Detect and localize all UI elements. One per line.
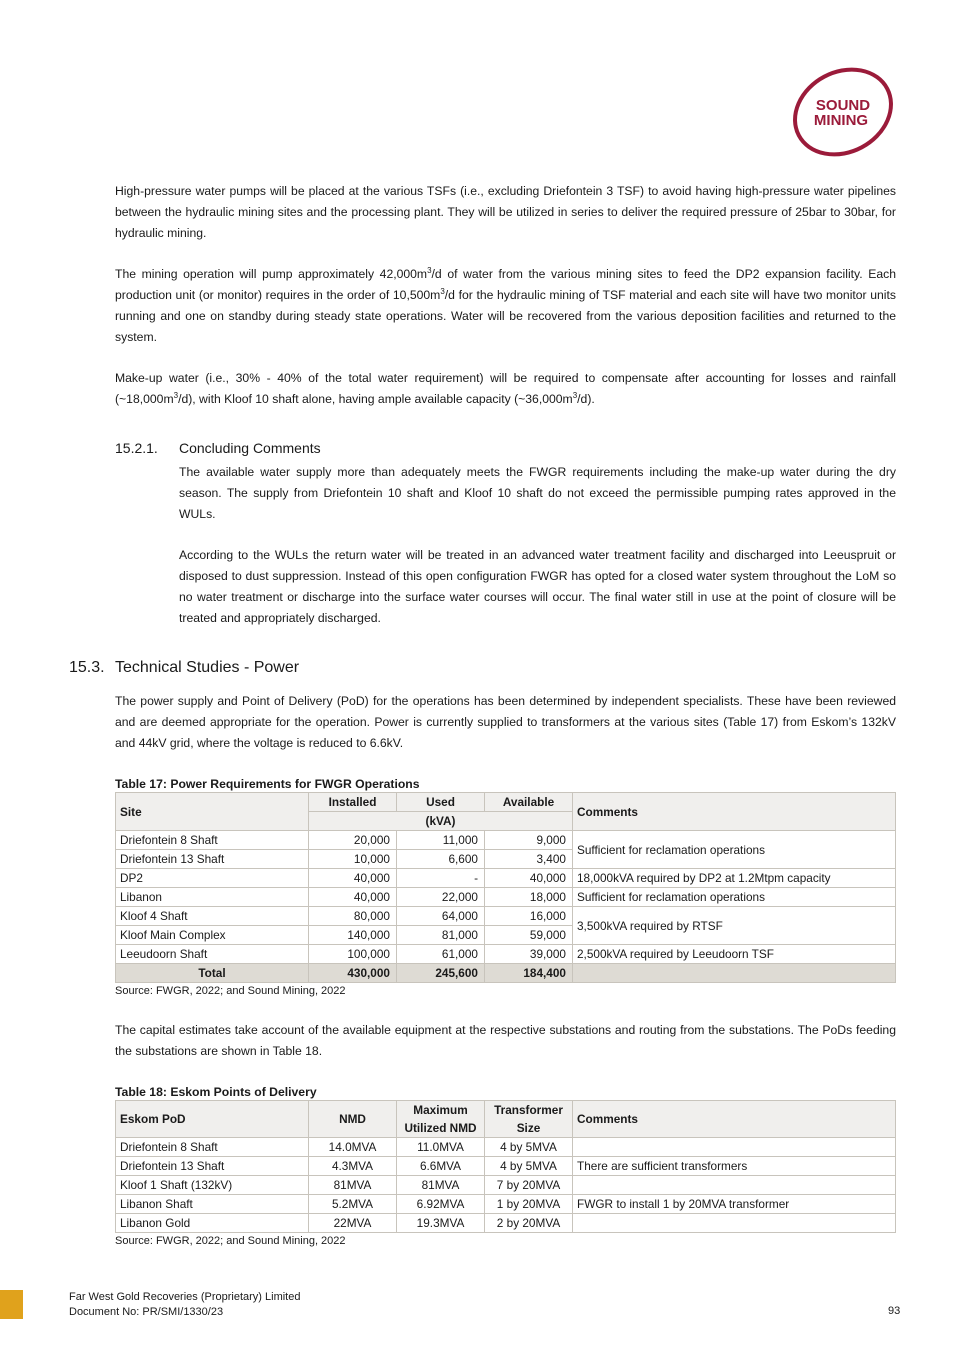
subsection-title: Concluding Comments	[179, 440, 321, 456]
cell-comment	[573, 1176, 896, 1195]
footer	[69, 1290, 300, 1320]
paragraph-water-pumps: High-pressure water pumps will be placed at the various TSFs (i.e., excluding Driefontein 3 TSF) to avoid having high-pressure water pipelines between the hydraulic mining sites and the processing plant. They will be utilized in series to deliver the required pressure of 25bar to 30bar, for hydraulic mining.	[115, 184, 896, 240]
cell-site: DP2	[116, 869, 309, 888]
cell-available: 18,000	[485, 888, 573, 907]
cell-total-available: 184,400	[485, 964, 573, 983]
subsection-heading-15-2-1	[115, 440, 896, 456]
paragraph-capital-estimates: The capital estimates take account of the available equipment at the respective substations and routing from the substations. The PoDs feeding the substations are shown in Table 18.	[115, 1023, 896, 1058]
cell-installed: 100,000	[309, 945, 397, 964]
header-installed: Installed	[309, 793, 397, 812]
cell-used: 11,000	[397, 831, 485, 850]
cell-max-utilized: 6.92MVA	[397, 1195, 485, 1214]
cell-max-utilized: 19.3MVA	[397, 1214, 485, 1233]
header-site: Site	[116, 793, 309, 831]
paragraph-make-up-water: Make-up water (i.e., 30% - 40% of the total water requirement) will be required to compensate after accounting for losses and rainfall $(\sim 18,000m^3/d)$, with Kloof 10 shaft alone, having ample available capacity $(\sim 36,000m^3/d)$.	[115, 371, 896, 406]
header-used: Used	[397, 793, 485, 812]
cell-comment: 18,000kVA required by DP2 at 1.2Mtpm capacity	[573, 869, 896, 888]
table-18-caption: Table 18: Eskom Points of Delivery	[115, 1085, 317, 1099]
cell-used: 22,000	[397, 888, 485, 907]
cell-available: 16,000	[485, 907, 573, 926]
table-row	[116, 1195, 896, 1214]
subsection-number: 15.2.1.	[115, 440, 158, 456]
cell-transformer-size: 1 by 20MVA	[485, 1195, 573, 1214]
cell-max-utilized: 11.0MVA	[397, 1138, 485, 1157]
cell-comment: Sufficient for reclamation operations	[573, 888, 896, 907]
header-eskom-pod: Eskom PoD	[116, 1101, 309, 1138]
paragraph-power-supply: The power supply and Point of Delivery (PoD) for the operations has been determined by independent specialists. These have been reviewed and are deemed appropriate for the operation. Power is currently supplied to transformers at the various sites (Table 17) from Eskom’s 132kV and 44kV grid, where the voltage is reduced to 6.6kV.	[115, 694, 896, 750]
paragraph-concluding-1: The available water supply more than adequately meets the FWGR requirements including the make-up water during the dry season. The supply from Driefontein 10 shaft and Kloof 10 shaft do not exceed the permissible pumping rates approved in the WULs.	[179, 465, 896, 521]
header-transformer-size: Transformer Size	[485, 1101, 573, 1138]
table-row	[116, 907, 896, 926]
cell-comment: Sufficient for reclamation operations	[573, 831, 896, 869]
cell-installed: 40,000	[309, 869, 397, 888]
footer-accent-block	[0, 1290, 23, 1319]
table-17-source: Source: FWGR, 2022; and Sound Mining, 2022	[115, 985, 346, 997]
cell-available: 9,000	[485, 831, 573, 850]
table-row	[116, 869, 896, 888]
header-available: Available	[485, 793, 573, 812]
table-row	[116, 1214, 896, 1233]
page-content	[69, 181, 896, 1248]
cell-total-label: Total	[116, 964, 309, 983]
table-row	[116, 1157, 896, 1176]
cell-comment: 2,500kVA required by Leeudoorn TSF	[573, 945, 896, 964]
cell-comment	[573, 1214, 896, 1233]
cell-transformer-size: 7 by 20MVA	[485, 1176, 573, 1195]
cell-nmd: 4.3MVA	[309, 1157, 397, 1176]
cell-site: Driefontein 13 Shaft	[116, 850, 309, 869]
table-row	[116, 888, 896, 907]
table-total-row	[116, 964, 896, 983]
cell-used: 61,000	[397, 945, 485, 964]
cell-total-comment	[573, 964, 896, 983]
cell-used: 6,600	[397, 850, 485, 869]
header-max-utilized: Maximum Utilized NMD	[397, 1101, 485, 1138]
cell-max-utilized: 81MVA	[397, 1176, 485, 1195]
paragraph-concluding-2: According to the WULs the return water will be treated in an advanced water treatment facility and discharged into Leeuspruit or disposed to dust suppression. Instead of this open configuration FWGR has opted for a closed water system throughout the LoM so no water treatment or discharge into the surface water courses will occur. The final water still in use at the point of closure will be treated and appropriately discharged.	[179, 548, 896, 625]
section-title: Technical Studies - Power	[115, 659, 300, 676]
table-row	[116, 945, 896, 964]
cell-comment: FWGR to install 1 by 20MVA transformer	[573, 1195, 896, 1214]
cell-nmd: 22MVA	[309, 1214, 397, 1233]
cell-available: 59,000	[485, 926, 573, 945]
table-row	[116, 1138, 896, 1157]
cell-used: -	[397, 869, 485, 888]
table-17-caption: Table 17: Power Requirements for FWGR Operations	[115, 777, 420, 791]
cell-used: 64,000	[397, 907, 485, 926]
cell-site: Libanon	[116, 888, 309, 907]
logo-line-2: MINING	[813, 112, 869, 129]
cell-nmd: 81MVA	[309, 1176, 397, 1195]
cell-comment	[573, 1138, 896, 1157]
cell-transformer-size: 4 by 5MVA	[485, 1138, 573, 1157]
cell-available: 39,000	[485, 945, 573, 964]
cell-total-used: 245,600	[397, 964, 485, 983]
table-18-source: Source: FWGR, 2022; and Sound Mining, 2022	[115, 1235, 346, 1247]
header-comments: Comments	[573, 793, 896, 831]
cell-comment: 3,500kVA required by RTSF	[573, 907, 896, 945]
table-17	[115, 792, 896, 983]
cell-available: 3,400	[485, 850, 573, 869]
cell-comment: There are sufficient transformers	[573, 1157, 896, 1176]
cell-installed: 140,000	[309, 926, 397, 945]
cell-pod: Driefontein 13 Shaft	[116, 1157, 309, 1176]
cell-max-utilized: 6.6MVA	[397, 1157, 485, 1176]
table-row	[116, 831, 896, 850]
table-18	[115, 1100, 896, 1233]
cell-site: Kloof 4 Shaft	[116, 907, 309, 926]
cell-available: 40,000	[485, 869, 573, 888]
footer-company: Far West Gold Recoveries (Proprietary) Limited	[69, 1291, 301, 1303]
header-comments: Comments	[573, 1101, 896, 1138]
cell-pod: Libanon Gold	[116, 1214, 309, 1233]
cell-transformer-size: 2 by 20MVA	[485, 1214, 573, 1233]
section-heading-15-3	[69, 659, 896, 677]
cell-site: Driefontein 8 Shaft	[116, 831, 309, 850]
header-nmd: NMD	[309, 1101, 397, 1138]
cell-total-installed: 430,000	[309, 964, 397, 983]
cell-site: Leeudoorn Shaft	[116, 945, 309, 964]
cell-pod: Kloof 1 Shaft (132kV)	[116, 1176, 309, 1195]
cell-nmd: 5.2MVA	[309, 1195, 397, 1214]
page-number: 93	[888, 1305, 901, 1317]
cell-site: Kloof Main Complex	[116, 926, 309, 945]
sound-mining-logo	[788, 66, 898, 158]
cell-transformer-size: 4 by 5MVA	[485, 1157, 573, 1176]
cell-installed: 40,000	[309, 888, 397, 907]
logo-line-1: SOUND	[815, 97, 871, 114]
cell-nmd: 14.0MVA	[309, 1138, 397, 1157]
section-number: 15.3.	[69, 659, 105, 676]
header-unit: (kVA)	[309, 812, 573, 831]
cell-pod: Driefontein 8 Shaft	[116, 1138, 309, 1157]
cell-installed: 20,000	[309, 831, 397, 850]
cell-pod: Libanon Shaft	[116, 1195, 309, 1214]
table-row	[116, 1176, 896, 1195]
cell-used: 81,000	[397, 926, 485, 945]
footer-document-number: Document No: PR/SMI/1330/23	[69, 1306, 224, 1318]
paragraph-mining-operation: The mining operation will pump approximately $42,000m^3/d$ of water from the various mining sites to feed the DP2 expansion facility. Each production unit (or monitor) requires in the order of $10,500m^3/d$ for the hydraulic mining of TSF material and each site will have two monitor units running and one on standby during steady state operations. Water will be recovered from the various deposition facilities and returned to the system.	[115, 265, 896, 344]
cell-installed: 80,000	[309, 907, 397, 926]
cell-installed: 10,000	[309, 850, 397, 869]
